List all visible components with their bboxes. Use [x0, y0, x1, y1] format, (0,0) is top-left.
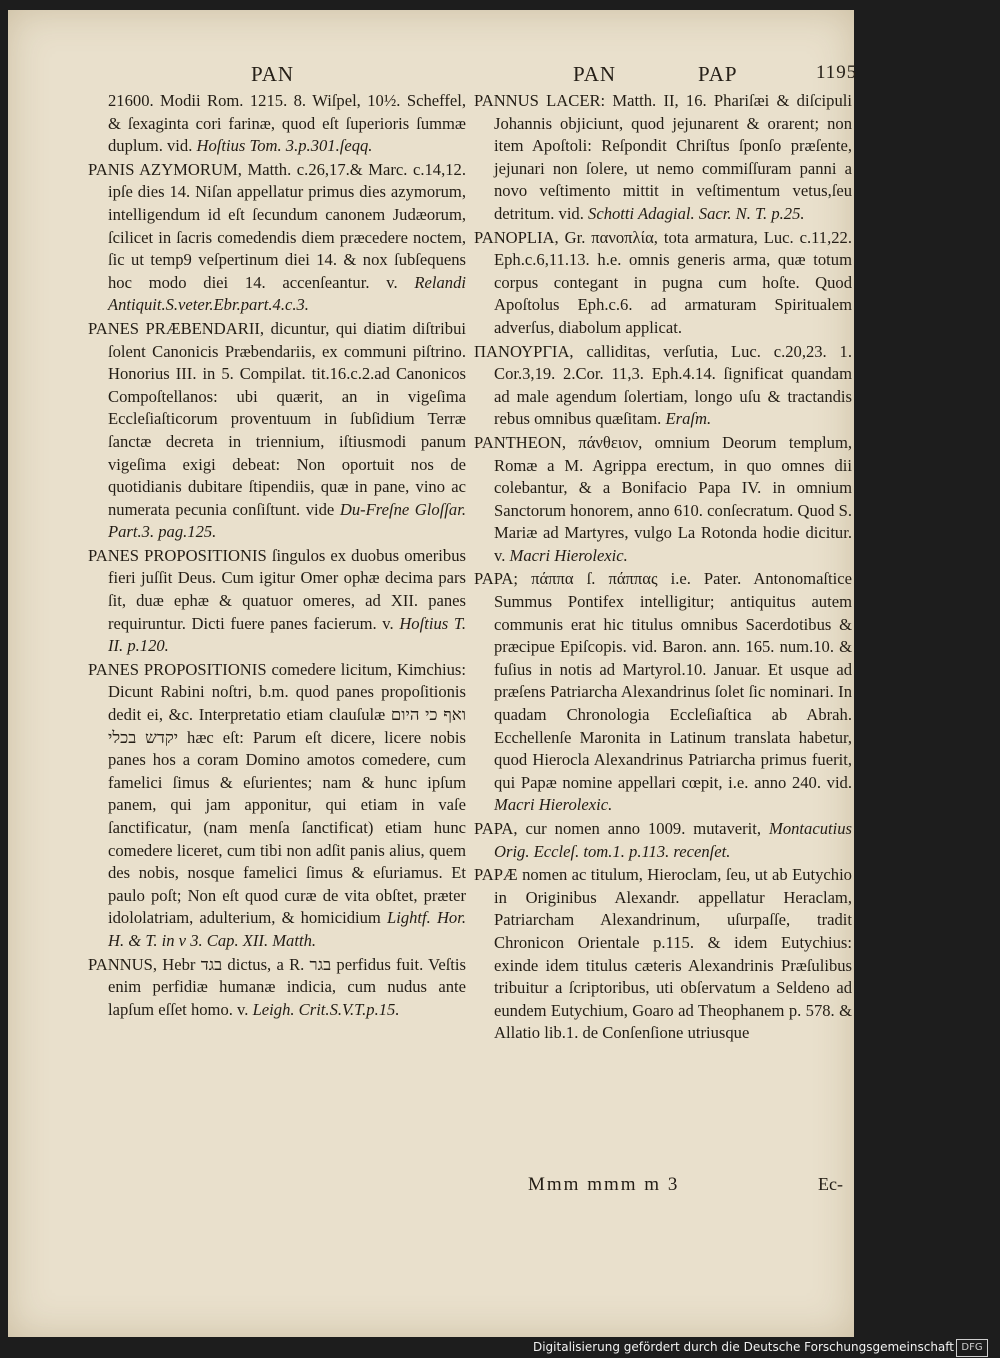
dictionary-entry	[474, 432, 852, 568]
entry-headword: PANES PRÆBENDARII,	[88, 318, 265, 338]
entry-text: nomen ac titulum, Hieroclam, ſeu, ut ab Eutychio in Originibus Alexandr. appellatur Heraclam, Patriarcham Alexandrinum, uſurpaſſe, tradit Chronicon Orientale p.115. & idem Eutychius: exinde idem titulus cæteris Alexandrinis Præſulibus tribuitur a ſcriptoribus, uti obſervatum a Seldeno ad eundem Eutychium, Goaro ad Theophanem p. 578. & Allatio lib.1. de Conſenſione utriusque	[494, 865, 852, 1043]
entry-headword: PANOPLIA,	[474, 227, 559, 247]
footer-bar	[0, 1337, 1000, 1358]
right-column	[474, 90, 852, 1046]
running-head-left: PAN	[251, 62, 295, 86]
entry-headword: PANES PROPOSITIONIS	[88, 545, 267, 565]
entry-headword: PANIS AZYMORUM,	[88, 159, 242, 179]
signature-mark: Mmm mmm m 3	[528, 1174, 680, 1195]
entry-text: πάππα ſ. πάππας i.e. Pater. Antonomaſtice Summus Pontifex intelligitur; antiquitus autem communis erat hic titulus omnibus Sacerdotibus & præcipue Epiſcopis. vid. Baron. ann. 165. num.10. & fuſius in notis ad Martyrol.10. Januar. Et usque ad præſens Patriarcha Alexandrinus ſolet ſic nominari. In quadam Chronologia Eccleſiaſtica ab Abrah. Ecchellenſe Maronita in Latinum translata habetur, quod Hierocla Alexandrinus Patriarcha primus fuerit, qui Papæ nomine appellari cœpit, i.e. anno 240. vid.	[494, 569, 852, 792]
entry-headword: PANTHEON,	[474, 432, 567, 452]
entry-headword: ΠΑΝΟΥΡΓΙΑ,	[474, 341, 574, 361]
dfg-logo: DFG	[956, 1339, 988, 1357]
entry-reference: Montacutius Orig. Eccleſ. tom.1. p.113. recenſet.	[494, 819, 852, 861]
dictionary-entry	[88, 90, 466, 158]
dictionary-entry	[88, 545, 466, 658]
entry-text: Matth. c.26,17.& Marc. c.14,12. ipſe dies 14. Niſan appellatur primus dies azymorum, intelligendum id eſt ſecundum canonem Judæorum, ſcilicet in ſacris comedendis diem præcedere noctem, ſic ut temp9 veſpertinum diei 14. & nox ſubſequens hoc modo diei 14. accenſeantur. v.	[108, 159, 466, 292]
entry-text: calliditas, verſutia, Luc. c.20,23. 1. Cor.3,19. 2.Cor. 11,3. Eph.4.14. ſignificat quandam ad male agendum ſolertiam, longo uſu & tractandis rebus omnibus quæſitam.	[494, 341, 852, 429]
dictionary-entry	[88, 159, 466, 317]
dictionary-entry	[88, 954, 466, 1022]
entry-text: Gr. πανοπλία, tota armatura, Luc. c.11,22. Eph.c.6,11.13. h.e. omnis generis arma, quæ totum corpus contegant in pugna cum hoſte. Quod Apoſtolus Eph.c.6. ad armaturam Spiritualem adverſus, diabolum applicat.	[494, 227, 852, 337]
entry-reference: Lightf. Hor. H. & T. in v 3. Cap. XII. Matth.	[108, 908, 466, 950]
entry-reference: Schotti Adagial. Sacr. N. T. p.25.	[588, 203, 805, 223]
running-head-right-1: PAN	[573, 62, 617, 86]
entry-reference: Relandi Antiquit.S.veter.Ebr.part.4.c.3.	[108, 272, 466, 315]
entry-reference: Leigh. Crit.S.V.T.p.15.	[252, 999, 400, 1019]
entry-headword: PANES PROPOSITIONIS	[88, 659, 267, 679]
dictionary-entry	[474, 227, 852, 340]
entry-headword: PANNUS LACER:	[474, 91, 606, 110]
entry-text: πάνθειον, omnium Deorum templum, Romæ a M. Agrippa erectum, in quo omnes dii colebantur, & a Bonifacio Papa IV. in omnium Sanctorum honorem, anno 610. conſecratum. Quod S. Mariæ ad Martyres, vulgo La Rotonda hodie dicitur. v.	[494, 432, 852, 565]
entry-text: ſingulos ex duobus omeribus fieri juſſit Deus. Cum igitur Omer ophæ decima pars ſit, duæ ephæ & quatuor omeres, ad XII. panes requiruntur. Dicti fuere panes facierum. v.	[108, 545, 466, 633]
entry-text: comedere licitum, Kimchius: Dicunt Rabini noſtri, b.m. quod panes propoſitionis dedit ei, &c. Interpretatio etiam clauſulæ ואף כי היום יקדש בכלי hæc eſt: Parum eſt dicere, licere nobis panes hos a coram Domino amotos comedere, cum famelici ſimus & eſurientes; nam & hunc ipſum panem, qui jam apponitur, qui etiam in vaſe ſanctificatur, (nam menſa ſanctificat) etiam hunc comedere liceret, cum tibi non adſit panis alius, quem des nobis, nosque famelici ſimus & eſuriamus. Et paulo poſt; Non eſt quod curæ de vita obſtet, præter idololatriam, adulterium, & homicidium	[108, 659, 467, 928]
entry-text: dicuntur, qui diatim diſtribui ſolent Canonicis Præbendariis, ex communi piſtrino. Honorius III. in 5. Compilat. tit.16.c.2.ad Canonicos Compoſtellanos: ubi quærit, an in vigeſima Eccleſiaſticorum proventuum in ſubſidium Terræ ſanctæ decreta in triennium, iſtiusmodi panum vigeſima exigi debeat: Non oportuit nos de quotidianis dubitare ſtipendiis, quæ in pane, vino ac numerata pecunia conſiſtunt. vide	[108, 318, 466, 519]
entry-text: 21600. Modii Rom. 1215. 8. Wiſpel, 10½. Scheffel, & ſexaginta cori farinæ, quod eſt ſuperioris ſummæ duplum. vid.	[108, 91, 466, 156]
dictionary-entry	[474, 341, 852, 431]
entry-text: Hebr בגד dictus, a R. בגר perfidus fuit. Veſtis enim perfidiæ humanæ indicia, cum nudus ante lapſum eſſet homo. v.	[108, 954, 466, 1019]
entry-reference: Hoſtius T. II. p.120.	[108, 613, 466, 656]
entry-reference: Eraſm.	[665, 409, 712, 429]
funding-notice: Digitalisierung gefördert durch die Deutsche Forschungsgemeinschaft	[532, 1340, 954, 1354]
entry-reference: Du-Freſne Gloſſar. Part.3. pag.125.	[108, 499, 466, 542]
entry-headword: PAPÆ	[474, 865, 518, 885]
dictionary-entry	[474, 568, 852, 817]
dictionary-entry	[474, 864, 852, 1045]
entry-headword: PAPA,	[474, 819, 518, 838]
entry-reference: Macri Hierolexic.	[494, 795, 613, 815]
entry-text: Matth. II, 16. Phariſæi & diſcipuli Johannis objiciunt, quod jejunarent & orarent; non item Apoſtoli: Reſpondit Chriſtus ſponſo præſente, jejunari non ſolere, ut nemo commiſſuram panni a novo veſtimento mittit in veſtimentum vetus,ſeu detritum. vid.	[494, 91, 852, 223]
entry-reference: Hoſtius Tom. 3.p.301.ſeqq.	[196, 136, 373, 156]
dictionary-entry	[88, 318, 466, 544]
entry-reference: Macri Hierolexic.	[509, 545, 628, 565]
entry-text: cur nomen anno 1009. mutaverit,	[525, 819, 762, 838]
page-number: 1195	[816, 62, 858, 83]
book-page	[8, 10, 858, 1337]
catchword: Ec-	[818, 1174, 843, 1194]
dictionary-entry	[474, 90, 852, 226]
entry-headword: PAPA;	[474, 569, 518, 589]
dictionary-entry	[474, 818, 852, 863]
entry-headword: PANNUS,	[88, 954, 158, 974]
left-column	[88, 90, 466, 1022]
dictionary-entry	[88, 659, 466, 953]
running-head-right-2: PAP	[698, 62, 738, 86]
